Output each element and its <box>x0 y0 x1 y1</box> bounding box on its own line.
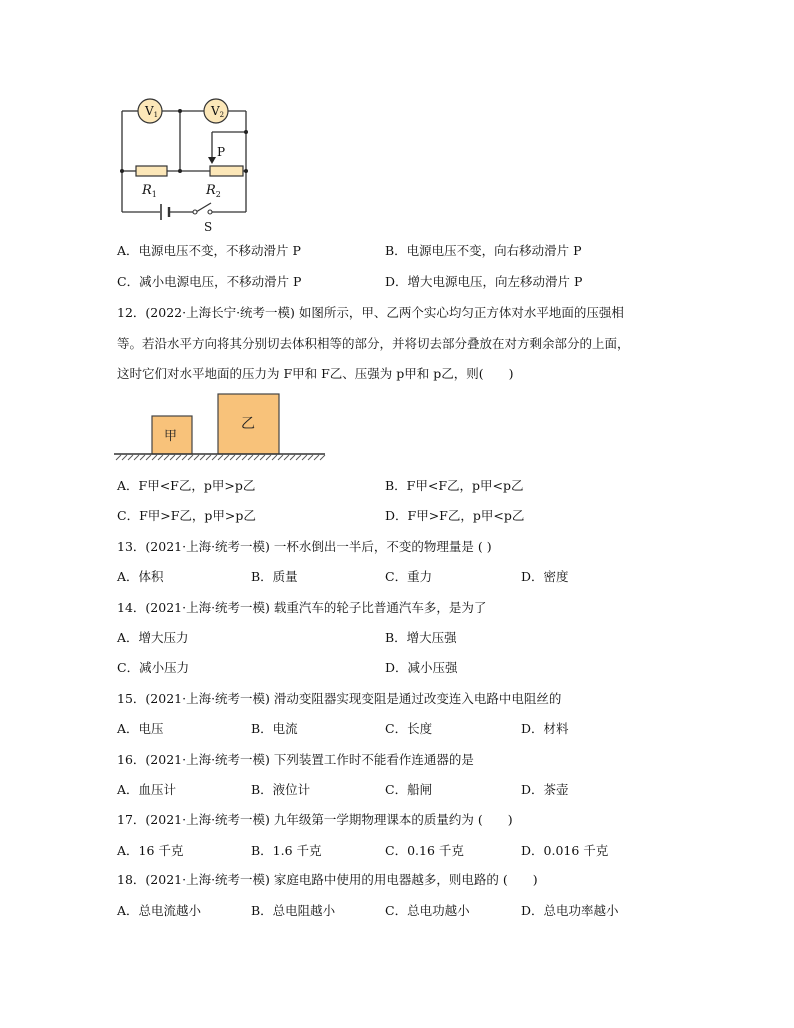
q15-stem: 15．(2021·上海·统考一模) 滑动变阻器实现变阻是通过改变连入电路中电阻丝的 <box>117 691 562 706</box>
slider-p-label: P <box>217 145 226 159</box>
q12-stem-line3: 这时它们对水平地面的压力为 F甲和 F乙、压强为 p甲和 p乙，则( ) <box>117 366 514 381</box>
q15-option-d[interactable]: D．材料 <box>521 721 569 736</box>
q17-option-a[interactable]: A．16 千克 <box>117 843 184 858</box>
q12-option-a[interactable]: A．F甲<F乙，p甲>p乙 <box>117 478 256 493</box>
block-yi-label: 乙 <box>241 416 255 432</box>
q15-option-b[interactable]: B．电流 <box>251 721 298 736</box>
r2-label: R <box>206 183 216 198</box>
q18-stem: 18．(2021·上海·统考一模) 家庭电路中使用的用电器越多，则电路的 ( ) <box>117 872 538 887</box>
q12-option-d[interactable]: D．F甲>F乙，p甲<p乙 <box>385 508 525 523</box>
q11-option-d[interactable]: D．增大电源电压，向左移动滑片 P <box>385 274 583 289</box>
q16-option-a[interactable]: A．血压计 <box>117 782 177 797</box>
q12-option-b[interactable]: B．F甲<F乙，p甲<p乙 <box>385 478 524 493</box>
q16-option-d[interactable]: D．茶壶 <box>521 782 569 797</box>
q17-option-b[interactable]: B．1.6 千克 <box>251 843 322 858</box>
q17-option-d[interactable]: D．0.016 千克 <box>521 843 609 858</box>
q13-option-b[interactable]: B．质量 <box>251 569 298 584</box>
q18-option-b[interactable]: B．总电阻越小 <box>251 903 336 918</box>
q12-option-c[interactable]: C．F甲>F乙，p甲>p乙 <box>117 508 256 523</box>
svg-text:V2: V2 <box>211 104 225 119</box>
q12-stem-line2: 等。若沿水平方向将其分别切去体积相等的部分，并将切去部分叠放在对方剩余部分的上面， <box>117 336 630 351</box>
svg-text:V1: V1 <box>145 104 159 119</box>
q15-option-c[interactable]: C．长度 <box>385 721 433 736</box>
q11-option-c[interactable]: C．减小电源电压，不移动滑片 P <box>117 274 302 289</box>
cube-blocks-diagram <box>112 392 327 464</box>
q17-option-c[interactable]: C．0.16 千克 <box>385 843 464 858</box>
r1-label: R <box>142 183 152 198</box>
q16-option-c[interactable]: C．船闸 <box>385 782 433 797</box>
q14-option-a[interactable]: A．增大压力 <box>117 630 189 645</box>
q14-option-b[interactable]: B．增大压强 <box>385 630 457 645</box>
q14-option-c[interactable]: C．减小压力 <box>117 660 190 675</box>
q17-stem: 17．(2021·上海·统考一模) 九年级第一学期物理课本的质量约为 ( ) <box>117 812 513 827</box>
q18-option-d[interactable]: D．总电功率越小 <box>521 903 619 918</box>
svg-text:R2: $R_2$ <box>206 183 221 199</box>
q14-option-d[interactable]: D．减小压强 <box>385 660 458 675</box>
q16-stem: 16．(2021·上海·统考一模) 下列装置工作时不能看作连通器的是 <box>117 752 474 767</box>
block-jia-label: 甲 <box>164 429 178 444</box>
switch-s-label: S <box>204 220 213 232</box>
q13-option-c[interactable]: C．重力 <box>385 569 433 584</box>
v2-label: V <box>211 104 220 118</box>
q16-option-b[interactable]: B．液位计 <box>251 782 311 797</box>
q18-option-c[interactable]: C．总电功越小 <box>385 903 470 918</box>
q14-stem: 14．(2021·上海·统考一模) 载重汽车的轮子比普通汽车多，是为了 <box>117 600 487 615</box>
q13-stem: 13．(2021·上海·统考一模) 一杯水倒出一半后，不变的物理量是 ( ) <box>117 539 492 554</box>
svg-text:R1: $R_1$ <box>142 183 157 199</box>
q13-option-d[interactable]: D．密度 <box>521 569 569 584</box>
resistor-r1 <box>136 166 167 176</box>
q13-option-a[interactable]: A．体积 <box>117 569 164 584</box>
resistor-r2 <box>210 166 243 176</box>
q11-option-b[interactable]: B．电源电压不变，向右移动滑片 P <box>385 243 582 258</box>
q12-stem-line1: 12．(2022·上海长宁·统考一模) 如图所示，甲、乙两个实心均匀正方体对水平地面的压强相 <box>117 305 624 320</box>
q15-option-a[interactable]: A．电压 <box>117 721 164 736</box>
circuit-diagram <box>112 96 262 232</box>
v1-label: V <box>145 104 154 118</box>
q11-option-a[interactable]: A．电源电压不变，不移动滑片 P <box>117 243 301 258</box>
q18-option-a[interactable]: A．总电流越小 <box>117 903 202 918</box>
